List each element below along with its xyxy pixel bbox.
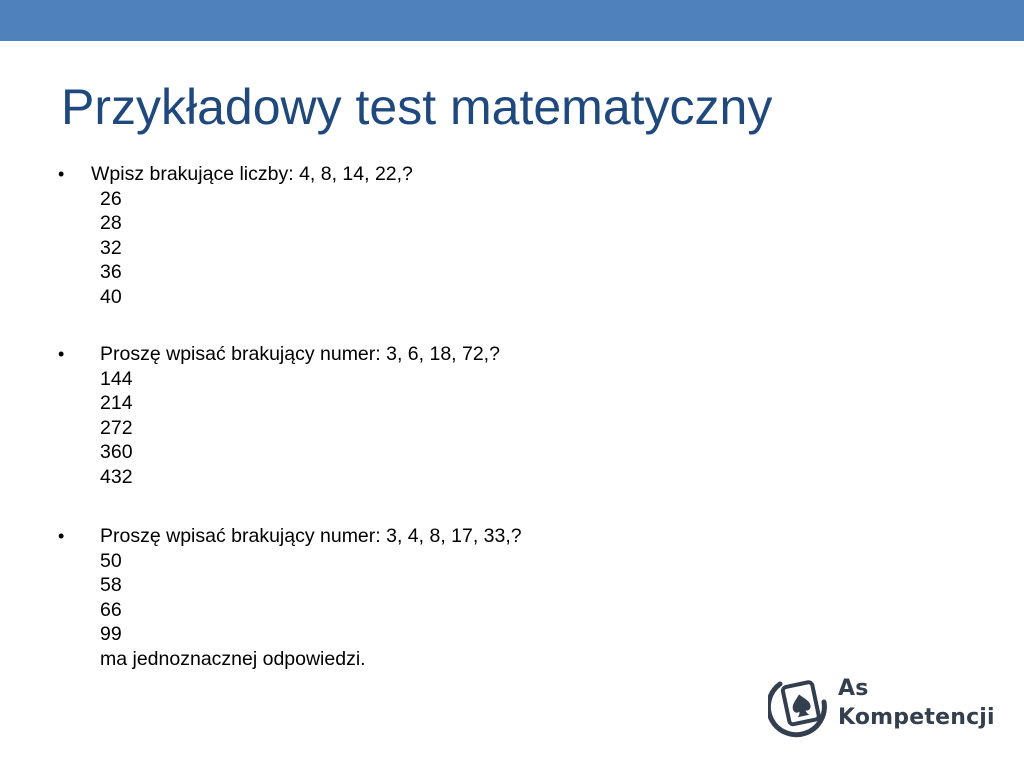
question-2 bbox=[58, 342, 858, 489]
answer-option: 272 bbox=[100, 416, 133, 439]
bullet: • bbox=[58, 526, 65, 546]
answer-option: 28 bbox=[100, 212, 122, 234]
bullet: • bbox=[58, 344, 65, 364]
question-text: Proszę wpisać brakujący numer: 3, 6, 18, 72,? bbox=[100, 343, 500, 365]
answer-option: 360 bbox=[100, 441, 133, 463]
answer-option: 50 bbox=[100, 549, 122, 572]
logo-text-line2: Kompetencji bbox=[838, 705, 995, 730]
question-text: Wpisz brakujące liczby: 4, 8, 14, 22,? bbox=[91, 163, 413, 185]
answer-option: 432 bbox=[100, 465, 133, 488]
answer-option: 32 bbox=[100, 236, 122, 259]
slide-title: Przykładowy test matematyczny bbox=[61, 79, 773, 135]
answer-option: 99 bbox=[100, 623, 122, 645]
answer-option: 26 bbox=[100, 187, 122, 210]
logo-text-line1: As bbox=[838, 676, 869, 701]
answer-option: 40 bbox=[100, 285, 122, 308]
answer-option: 58 bbox=[100, 574, 122, 596]
bullet: • bbox=[58, 164, 65, 184]
answer-option: 66 bbox=[100, 598, 122, 621]
answer-option: ma jednoznacznej odpowiedzi. bbox=[100, 647, 366, 670]
as-kompetencji-logo bbox=[768, 672, 998, 744]
question-text: Proszę wpisać brakujący numer: 3, 4, 8, 17, 33,? bbox=[100, 525, 522, 547]
question-3 bbox=[58, 524, 858, 671]
answer-option: 214 bbox=[100, 392, 133, 414]
spade-card-icon bbox=[768, 672, 832, 742]
question-1 bbox=[58, 162, 858, 309]
answer-option: 144 bbox=[100, 367, 133, 390]
answer-option: 36 bbox=[100, 261, 122, 283]
